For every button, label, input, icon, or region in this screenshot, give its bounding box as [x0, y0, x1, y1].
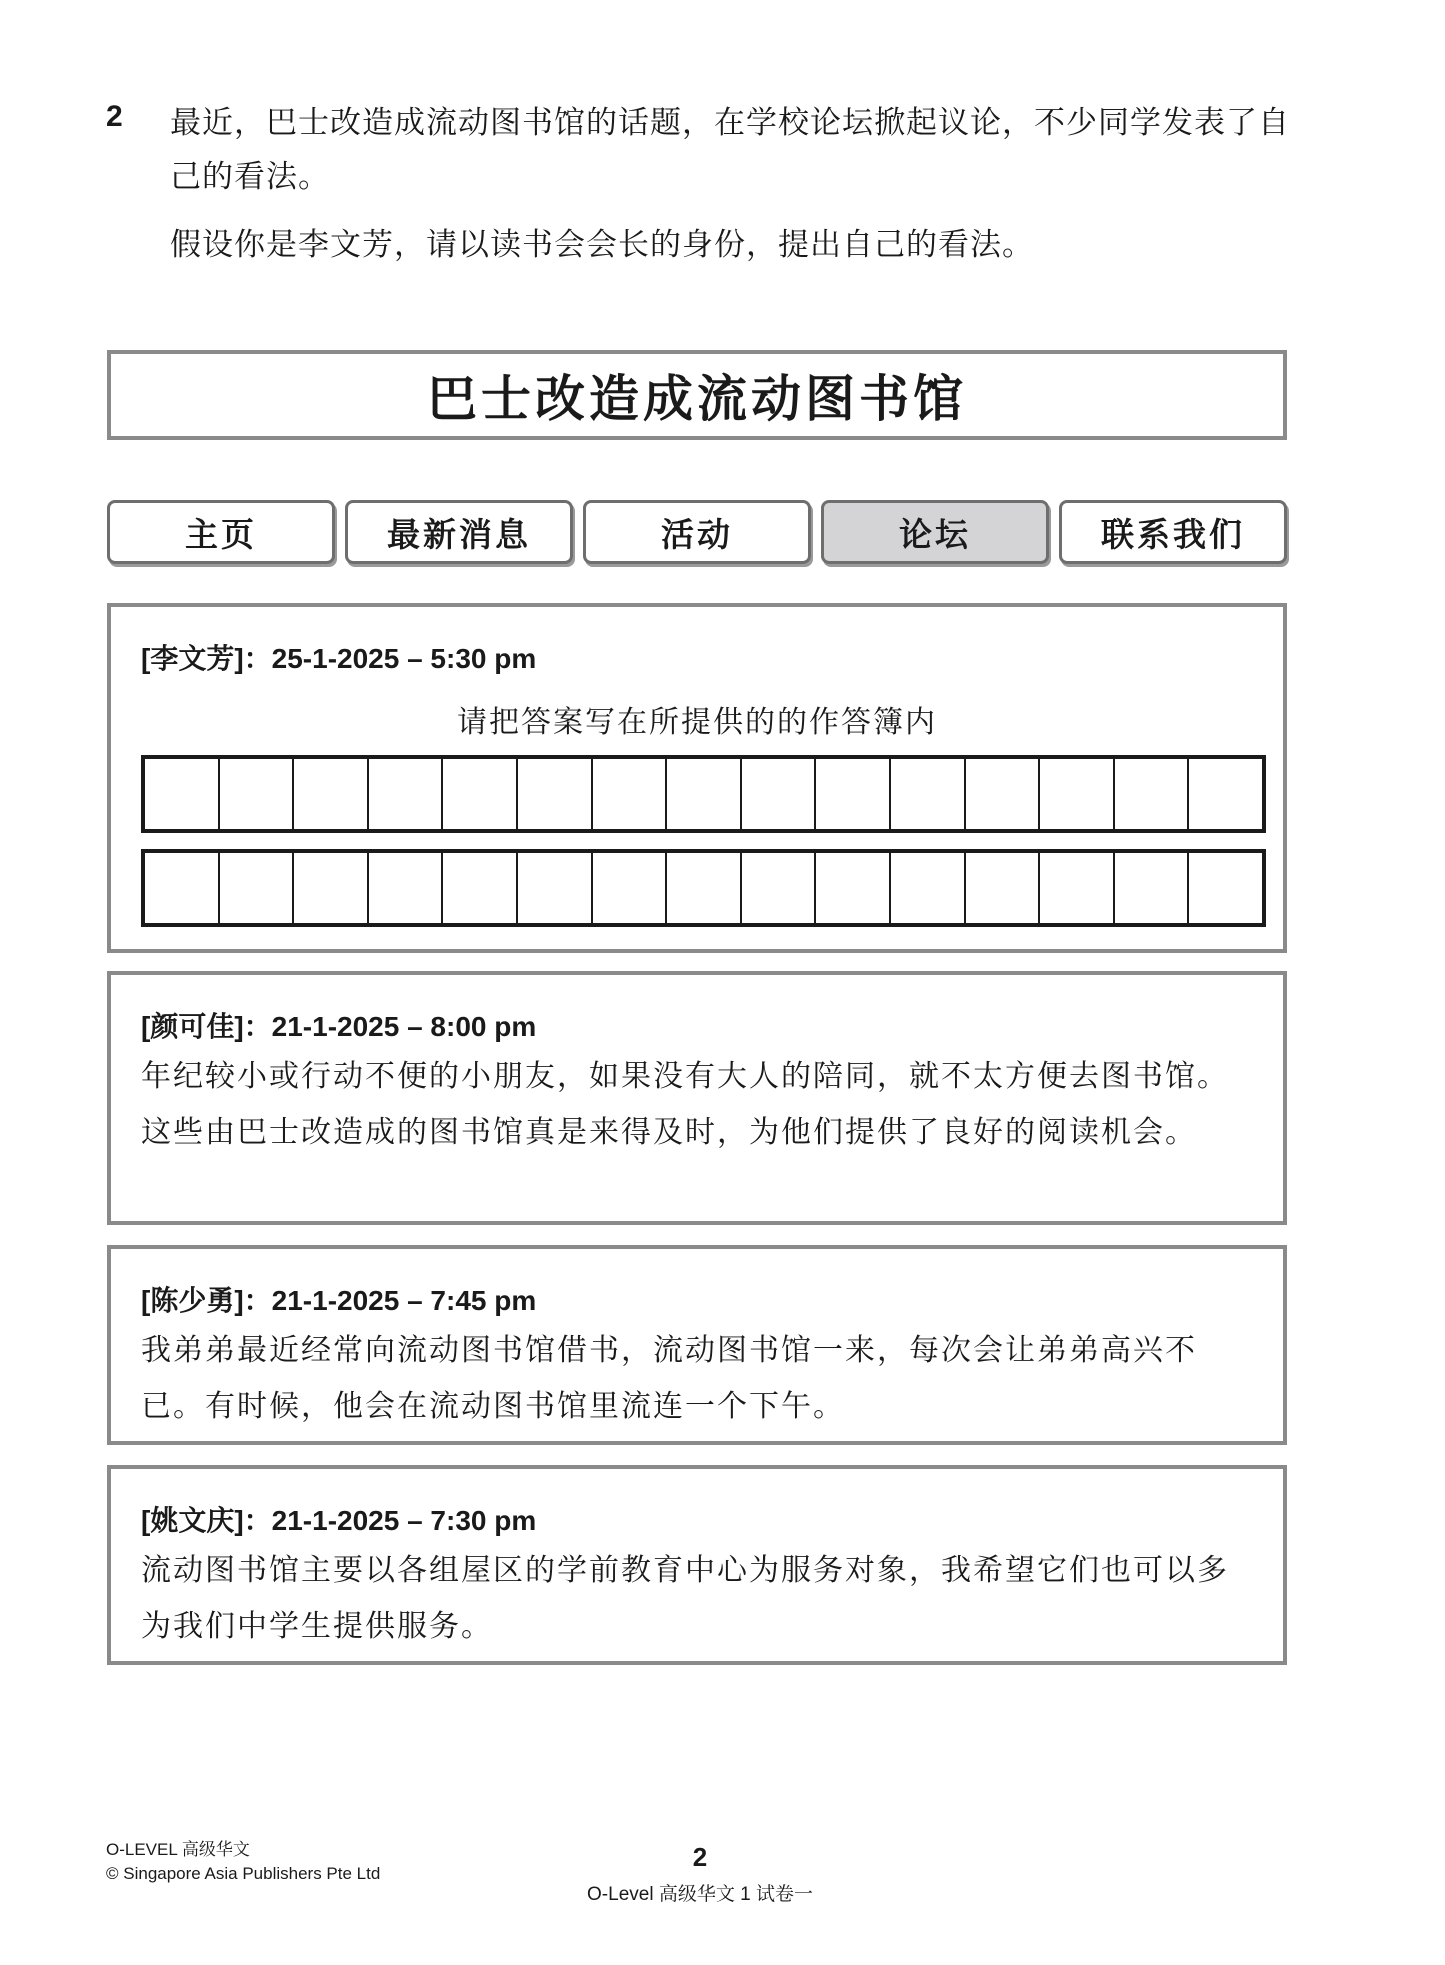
- answer-cell: [742, 759, 817, 829]
- question-task: 假设你是李文芳，请以读书会会长的身份，提出自己的看法。: [170, 227, 1034, 263]
- answer-cell: [145, 853, 220, 923]
- answer-grid-row: [141, 849, 1266, 927]
- answer-cell: [518, 853, 593, 923]
- tab-contact[interactable]: 联系我们: [1059, 500, 1287, 564]
- answer-cell: [220, 853, 295, 923]
- site-title-banner: [107, 350, 1287, 440]
- post-meta: [陈少勇]：21-1-2025 – 7:45 pm: [141, 1285, 537, 1316]
- post-body: 流动图书馆主要以各组屋区的学前教育中心为服务对象，我希望它们也可以多为我们中学生提供服务。: [141, 1553, 1229, 1644]
- tab-activities[interactable]: 活动: [583, 500, 811, 564]
- answer-cell: [816, 759, 891, 829]
- answer-cell: [667, 853, 742, 923]
- answer-cell: [369, 853, 444, 923]
- post-meta: [李文芳]：25-1-2025 – 5:30 pm: [141, 643, 537, 674]
- answer-cell: [220, 759, 295, 829]
- question-text: [170, 96, 1300, 272]
- tab-home[interactable]: 主页: [107, 500, 335, 564]
- post-body: 我弟弟最近经常向流动图书馆借书，流动图书馆一来，每次会让弟弟高兴不已。有时候，他会在流动图书馆里流连一个下午。: [141, 1333, 1197, 1424]
- footer-subtitle: O-Level 高级华文 1 试卷一: [587, 1884, 813, 1905]
- answer-instruction: 请把答案写在所提供的的作答簿内: [457, 705, 937, 740]
- tab-forum[interactable]: 论坛: [821, 500, 1049, 564]
- footer-page-info: [0, 1842, 1400, 1906]
- answer-cell: [369, 759, 444, 829]
- page-number: 2: [692, 1842, 708, 1872]
- forum-post-yan-kejia: [107, 971, 1287, 1225]
- site-nav: [107, 500, 1287, 564]
- site-title: 巴士改造成流动图书馆: [427, 369, 967, 428]
- answer-cell: [593, 853, 668, 923]
- answer-cell: [1040, 759, 1115, 829]
- answer-cell: [1115, 759, 1190, 829]
- answer-cell: [667, 759, 742, 829]
- footer-series: O-LEVEL 高级华文: [106, 1840, 250, 1859]
- answer-cell: [593, 759, 668, 829]
- question-intro: 最近，巴士改造成流动图书馆的话题，在学校论坛掀起议论，不少同学发表了自己的看法。: [170, 105, 1290, 195]
- question-number: 2: [106, 100, 123, 133]
- answer-cell: [966, 853, 1041, 923]
- answer-cell: [1115, 853, 1190, 923]
- answer-cell: [891, 853, 966, 923]
- answer-cell: [742, 853, 817, 923]
- answer-cell: [816, 853, 891, 923]
- forum-post-yao-wenqing: [107, 1465, 1287, 1665]
- answer-cell: [1189, 853, 1262, 923]
- post-meta: [颜可佳]：21-1-2025 – 8:00 pm: [141, 1011, 537, 1042]
- answer-cell: [518, 759, 593, 829]
- tab-news[interactable]: 最新消息: [345, 500, 573, 564]
- answer-cell: [1040, 853, 1115, 923]
- forum-post-chen-shaoyong: [107, 1245, 1287, 1445]
- answer-cell: [294, 853, 369, 923]
- answer-grid-row: [141, 755, 1266, 833]
- answer-cell: [1189, 759, 1262, 829]
- forum-post-li-wenfang: [107, 603, 1287, 953]
- answer-cell: [443, 853, 518, 923]
- answer-cell: [443, 759, 518, 829]
- post-meta: [姚文庆]：21-1-2025 – 7:30 pm: [141, 1505, 537, 1536]
- answer-cell: [145, 759, 220, 829]
- answer-cell: [891, 759, 966, 829]
- footer-copyright: © Singapore Asia Publishers Pte Ltd: [106, 1864, 381, 1883]
- answer-cell: [966, 759, 1041, 829]
- post-body: 年纪较小或行动不便的小朋友，如果没有大人的陪同，就不太方便去图书馆。这些由巴士改造成的图书馆真是来得及时，为他们提供了良好的阅读机会。: [141, 1059, 1229, 1150]
- answer-cell: [294, 759, 369, 829]
